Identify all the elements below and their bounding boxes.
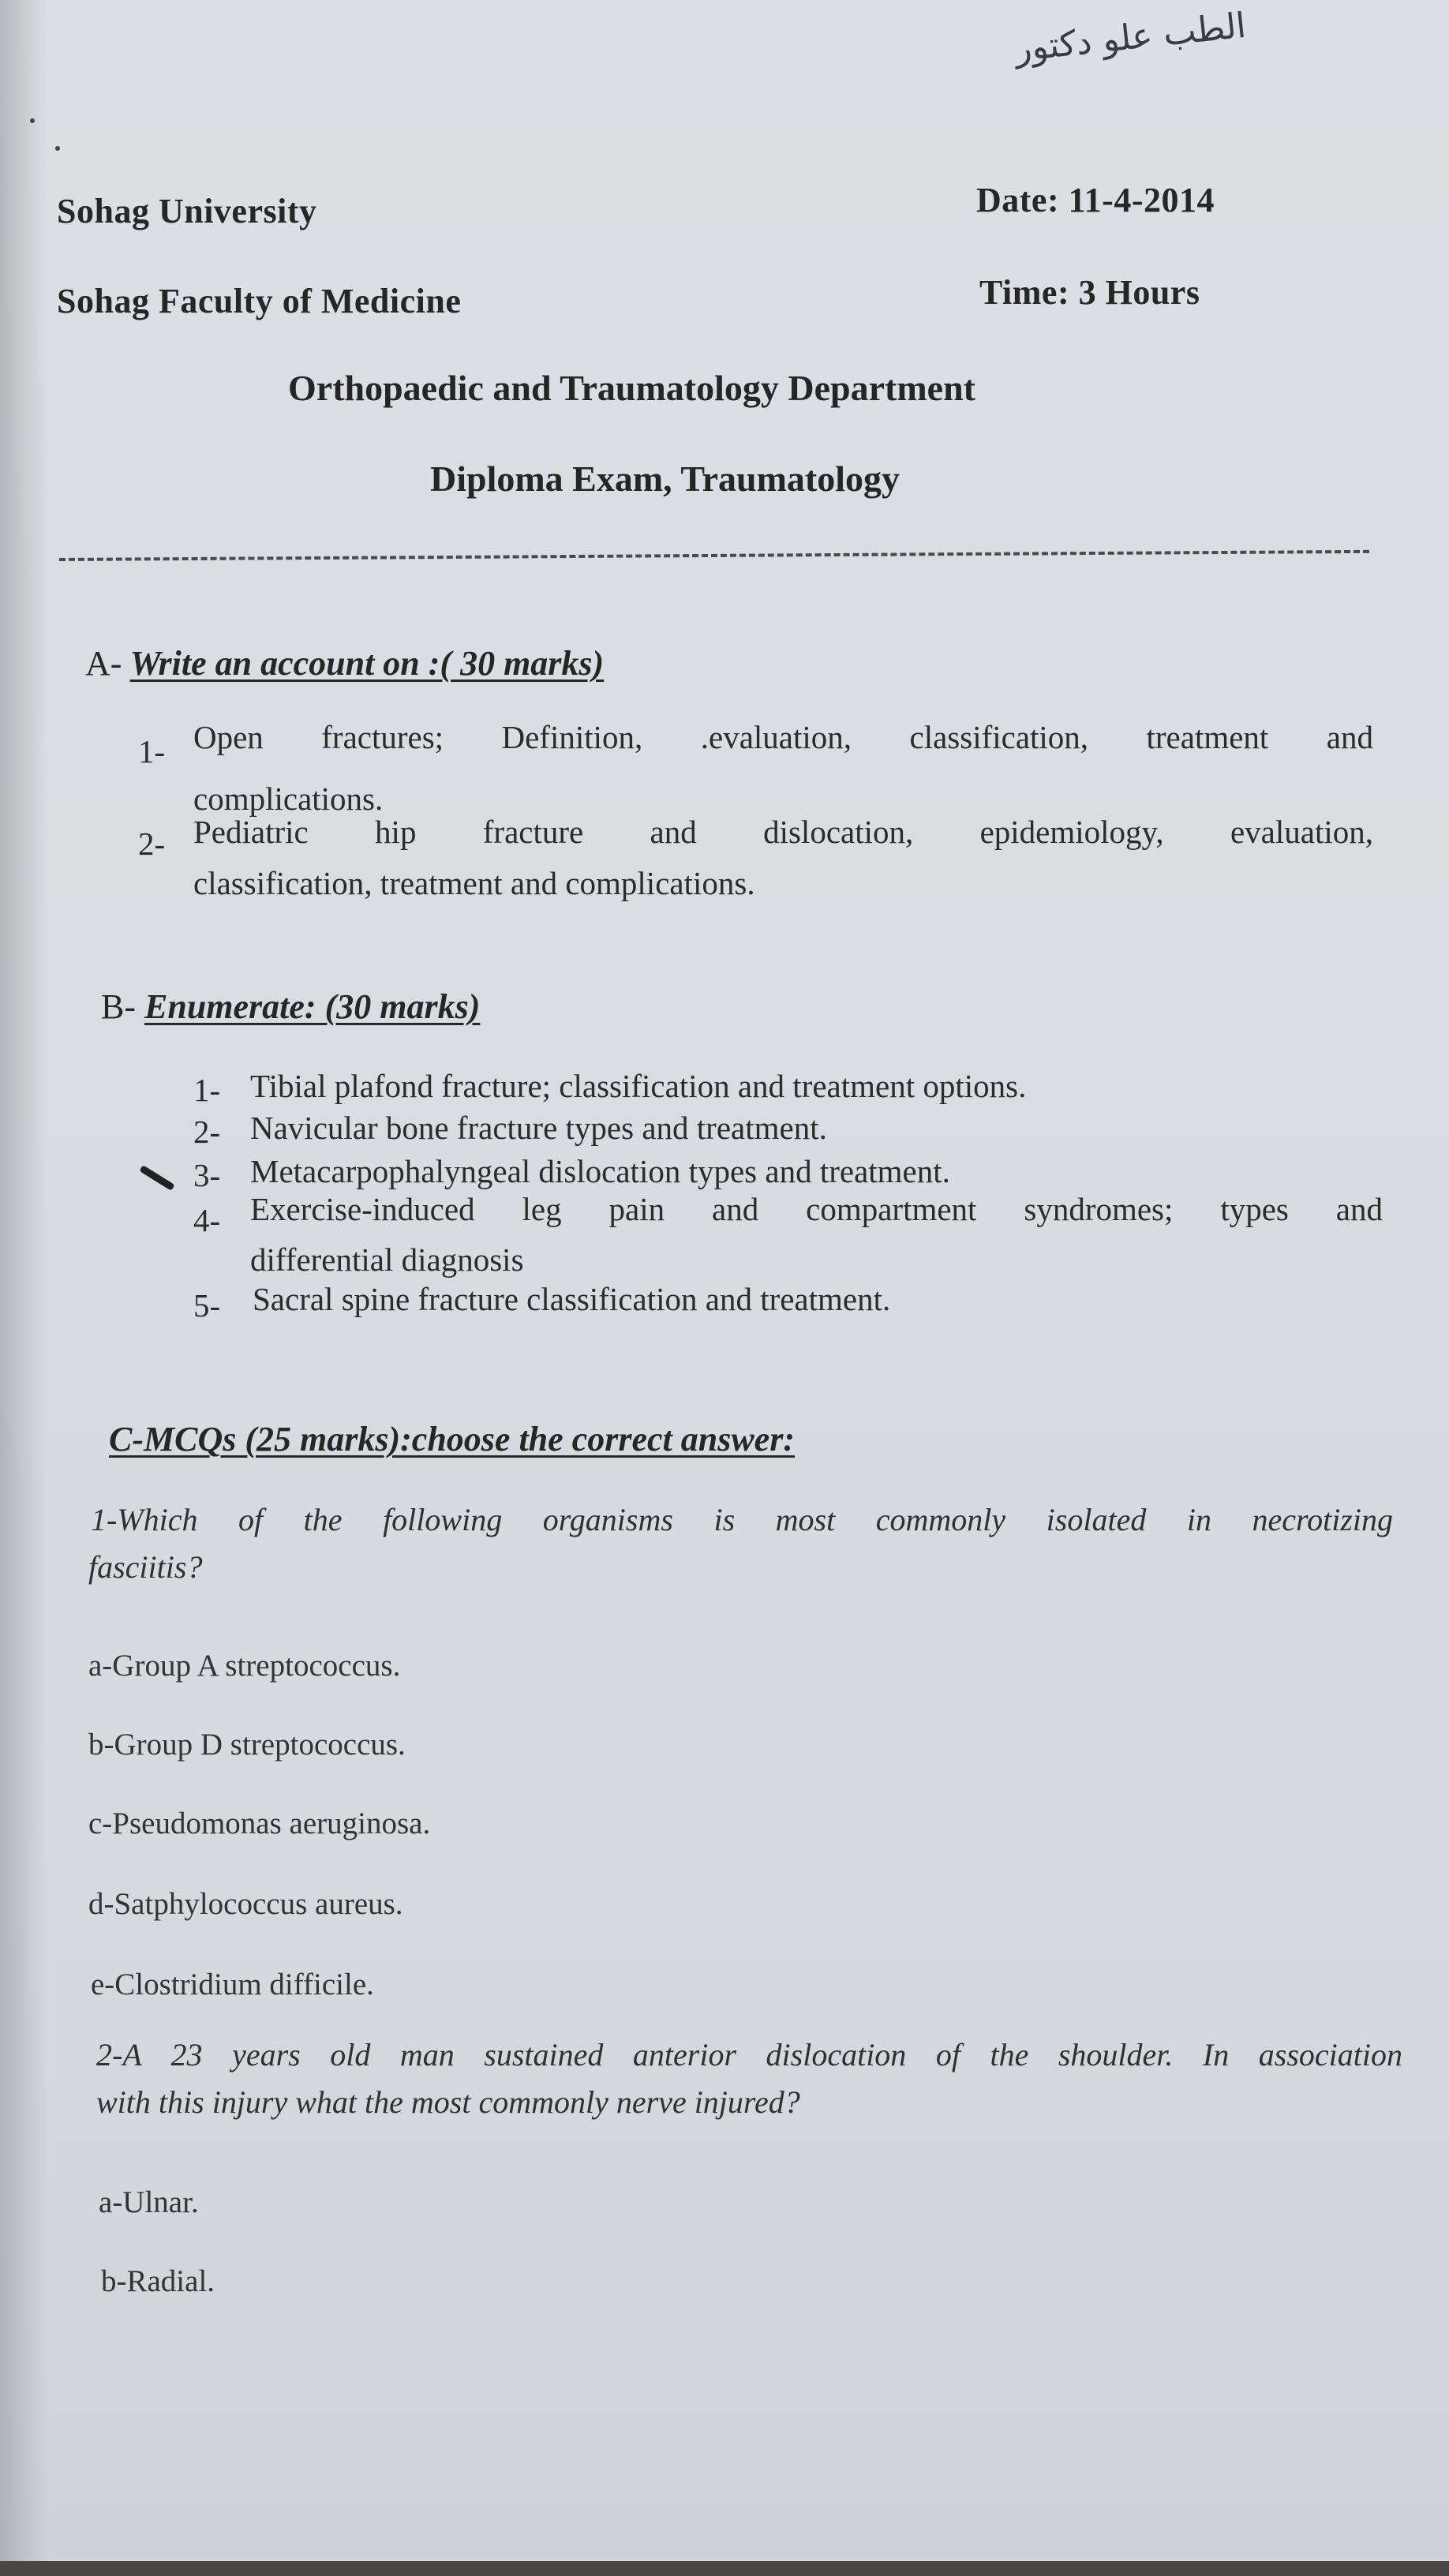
- mcq-question-text: 1-Which of the following organisms is most commonly isolated in necrotizing: [91, 1502, 1393, 1537]
- mcq-option: a-Ulnar.: [99, 2185, 199, 2219]
- mcq-option: a-Group A streptococcus.: [88, 1649, 401, 1683]
- check-mark-icon: [139, 1165, 174, 1191]
- section-a-item-number: 1-: [138, 733, 166, 769]
- mcq-option: b-Radial.: [101, 2264, 215, 2298]
- speck-mark: [55, 146, 60, 151]
- section-b-item-number: 4-: [193, 1202, 221, 1238]
- mcq-question-text: fasciitis?: [88, 1549, 203, 1585]
- section-a-item-number: 2-: [138, 826, 166, 862]
- exam-date: Date: 11-4-2014: [976, 181, 1215, 219]
- mcq-option: c-Pseudomonas aeruginosa.: [88, 1807, 431, 1840]
- section-a-prefix: A-: [85, 644, 122, 683]
- section-a-heading: [85, 643, 604, 683]
- speck-mark: [30, 118, 35, 123]
- section-a-item-text: complications.: [193, 781, 384, 817]
- mcq-option: d-Satphylococcus aureus.: [88, 1887, 403, 1921]
- section-b-item-number: 5-: [193, 1287, 221, 1324]
- section-b-item-text: Sacral spine fracture classification and treatment.: [253, 1281, 891, 1317]
- exam-title: Diploma Exam, Traumatology: [430, 459, 900, 499]
- exam-duration: Time: 3 Hours: [979, 273, 1200, 312]
- section-b-prefix: B-: [101, 987, 136, 1026]
- section-a-item-text: Open fractures; Definition, .evaluation, classification, treatment and: [193, 719, 1373, 755]
- section-b-title: Enumerate: (30 marks): [144, 987, 481, 1026]
- section-a-title: Write an account on :( 30 marks): [129, 644, 605, 683]
- section-b-item-number: 2-: [193, 1114, 221, 1150]
- section-b-item-text: Exercise-induced leg pain and compartment syndromes; types and: [250, 1191, 1383, 1227]
- section-b-heading: [101, 987, 480, 1027]
- section-c-title: C-MCQs (25 marks):choose the correct answer:: [109, 1420, 795, 1458]
- mcq-question-text: 2-A 23 years old man sustained anterior dislocation of the shoulder. In association: [96, 2037, 1402, 2072]
- section-b-item-text: Metacarpophalyngeal dislocation types and treatment.: [250, 1153, 950, 1189]
- section-b-item-number: 1-: [193, 1072, 221, 1108]
- mcq-option: e-Clostridium difficile.: [91, 1968, 374, 2001]
- section-b-item-text: differential diagnosis: [250, 1241, 524, 1278]
- section-b-item-text: Tibial plafond fracture; classification and treatment options.: [250, 1068, 1027, 1104]
- section-b-item-number: 3-: [193, 1157, 221, 1193]
- separator-line: [59, 550, 1369, 561]
- faculty-name: Sohag Faculty of Medicine: [57, 282, 462, 320]
- section-c-heading: [109, 1419, 795, 1459]
- handwritten-note: ﺍﻟﻄﺐ ﻋﻠﻮ ﺩﻛﺘﻮﺭ: [1013, 5, 1249, 70]
- section-a-item-text: Pediatric hip fracture and dislocation, epidemiology, evaluation,: [193, 814, 1373, 850]
- section-a-item-text: classification, treatment and complications.: [193, 865, 755, 901]
- university-name: Sohag University: [57, 192, 317, 230]
- mcq-option: b-Group D streptococcus.: [88, 1728, 406, 1762]
- department-name: Orthopaedic and Traumatology Department: [288, 368, 975, 408]
- mcq-question-text: with this injury what the most commonly nerve injured?: [96, 2084, 800, 2120]
- section-b-item-text: Navicular bone fracture types and treatment.: [250, 1110, 827, 1146]
